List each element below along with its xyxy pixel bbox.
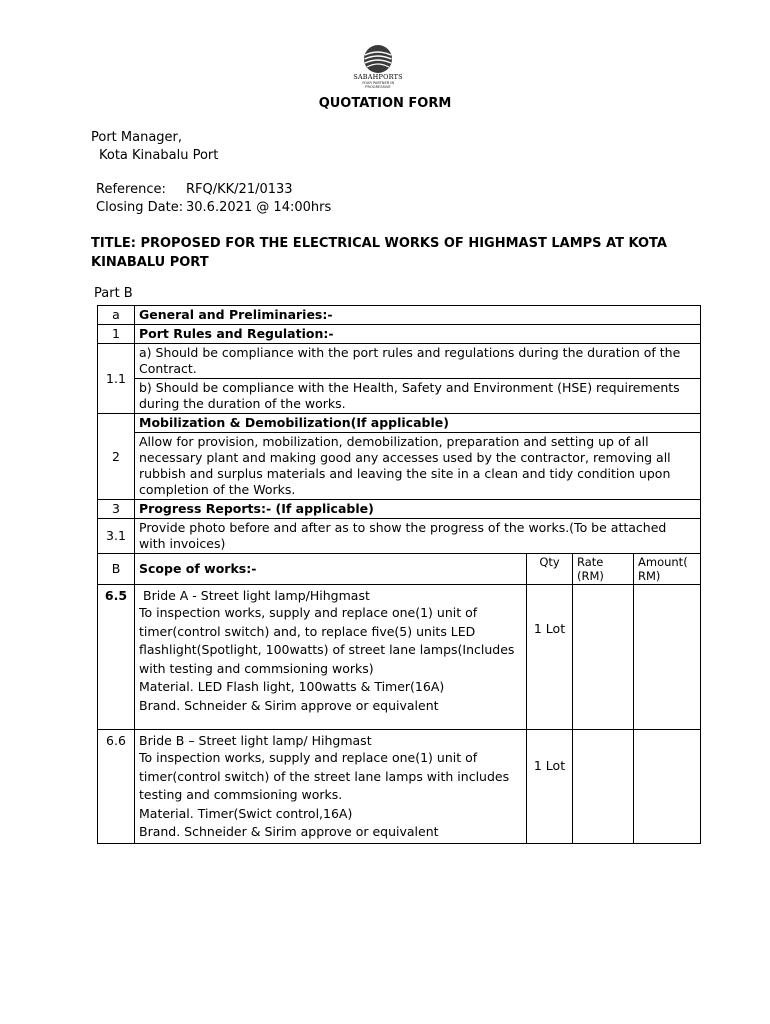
table-row	[98, 585, 701, 730]
item-number: 6.5	[98, 585, 135, 730]
row-number: B	[98, 554, 135, 585]
item-line: Brand. Schneider & Sirim approve or equivalent	[139, 697, 439, 713]
item-line: To inspection works, supply and replace one(1) unit of	[139, 750, 478, 765]
closing-date-row	[96, 198, 331, 217]
item-line: with testing and commsioning works)	[139, 660, 374, 676]
document-title: TITLE: PROPOSED FOR THE ELECTRICAL WORKS OF HIGHMAST LAMPS AT KOTA KINABALU PORT	[91, 236, 667, 270]
item-line: To inspection works, supply and replace one(1) unit of	[139, 605, 478, 620]
table-row	[98, 500, 701, 519]
quotation-table	[97, 305, 701, 844]
section-text: Provide photo before and after as to show the progress of the works.(To be attached with invoices)	[135, 519, 701, 554]
qty-header: Qty	[527, 554, 573, 585]
section-text: a) Should be compliance with the port rules and regulations during the duration of the Contract.	[135, 344, 701, 379]
sabahports-logo	[349, 44, 407, 94]
closing-date-label: Closing Date:	[96, 200, 184, 215]
table-header-row	[98, 554, 701, 585]
item-line: Material. Timer(Swict control,16A)	[139, 805, 353, 821]
table-row	[98, 414, 701, 433]
table-row	[98, 730, 701, 844]
reference-label: Reference:	[96, 182, 166, 197]
item-line: flashlight(Spotlight, 100watts) of street lane lamps(Includes	[139, 642, 515, 657]
table-row	[98, 433, 701, 500]
reference-value: RFQ/KK/21/0133	[186, 182, 293, 197]
item-rate	[573, 730, 634, 844]
amount-header: Amount( RM)	[634, 554, 701, 585]
item-amount	[634, 585, 701, 730]
table-row	[98, 306, 701, 325]
table-row	[98, 519, 701, 554]
section-text: Allow for provision, mobilization, demobilization, preparation and setting up of all necessary plant and making good any accesses used by the contractor, removing all rubbish and surplus materials and leaving the site in a clean and tidy condition upon completion of the Works.	[135, 433, 701, 500]
item-qty: 1 Lot	[527, 730, 573, 844]
rate-header: Rate (RM)	[573, 554, 634, 585]
scope-heading: Scope of works:-	[135, 554, 527, 585]
item-line: Material. LED Flash light, 100watts & Timer(16A)	[139, 679, 445, 694]
globe-logo-icon	[361, 44, 395, 74]
part-label: Part B	[94, 286, 133, 301]
item-rate	[573, 585, 634, 730]
item-title: Bride B – Street light lamp/ Hihgmast	[139, 733, 372, 748]
item-number: 6.6	[98, 730, 135, 844]
row-number: 1	[98, 325, 135, 344]
form-title: QUOTATION FORM	[318, 96, 452, 111]
section-heading: General and Preliminaries:-	[135, 306, 701, 325]
row-number: 2	[98, 414, 135, 500]
table-row	[98, 344, 701, 379]
item-qty: 1 Lot	[527, 585, 573, 730]
item-line: timer(control switch) of the street lane lamps with includes	[139, 768, 510, 784]
logo-brand: SABAHPORTS	[353, 73, 403, 81]
item-line: testing and commsioning works.	[139, 787, 343, 802]
row-number: 3	[98, 500, 135, 519]
item-amount	[634, 730, 701, 844]
item-line: Brand. Schneider & Sirim approve or equivalent	[139, 824, 439, 839]
item-description	[135, 730, 527, 844]
closing-date-value: 30.6.2021 @ 14:00hrs	[186, 200, 332, 215]
table-row	[98, 379, 701, 414]
section-text: b) Should be compliance with the Health, Safety and Environment (HSE) requirements during the duration of the works.	[135, 379, 701, 414]
item-title: Bride A - Street light lamp/Hihgmast	[143, 588, 370, 603]
address-line-2: Kota Kinabalu Port	[99, 148, 219, 163]
section-heading: Mobilization & Demobilization(If applicable)	[135, 414, 701, 433]
section-heading: Progress Reports:- (If applicable)	[135, 500, 701, 519]
item-description	[135, 585, 527, 730]
item-line: timer(control switch) and, to replace five(5) units LED	[139, 623, 476, 639]
row-number: a	[98, 306, 135, 325]
row-number: 3.1	[98, 519, 135, 554]
row-number: 1.1	[98, 344, 135, 414]
logo-tagline: YOUR PARTNER IN PROGRESSIVE	[361, 81, 395, 89]
table-row	[98, 325, 701, 344]
address-line-1: Port Manager,	[91, 130, 183, 145]
reference-row	[96, 180, 293, 199]
section-heading: Port Rules and Regulation:-	[135, 325, 701, 344]
